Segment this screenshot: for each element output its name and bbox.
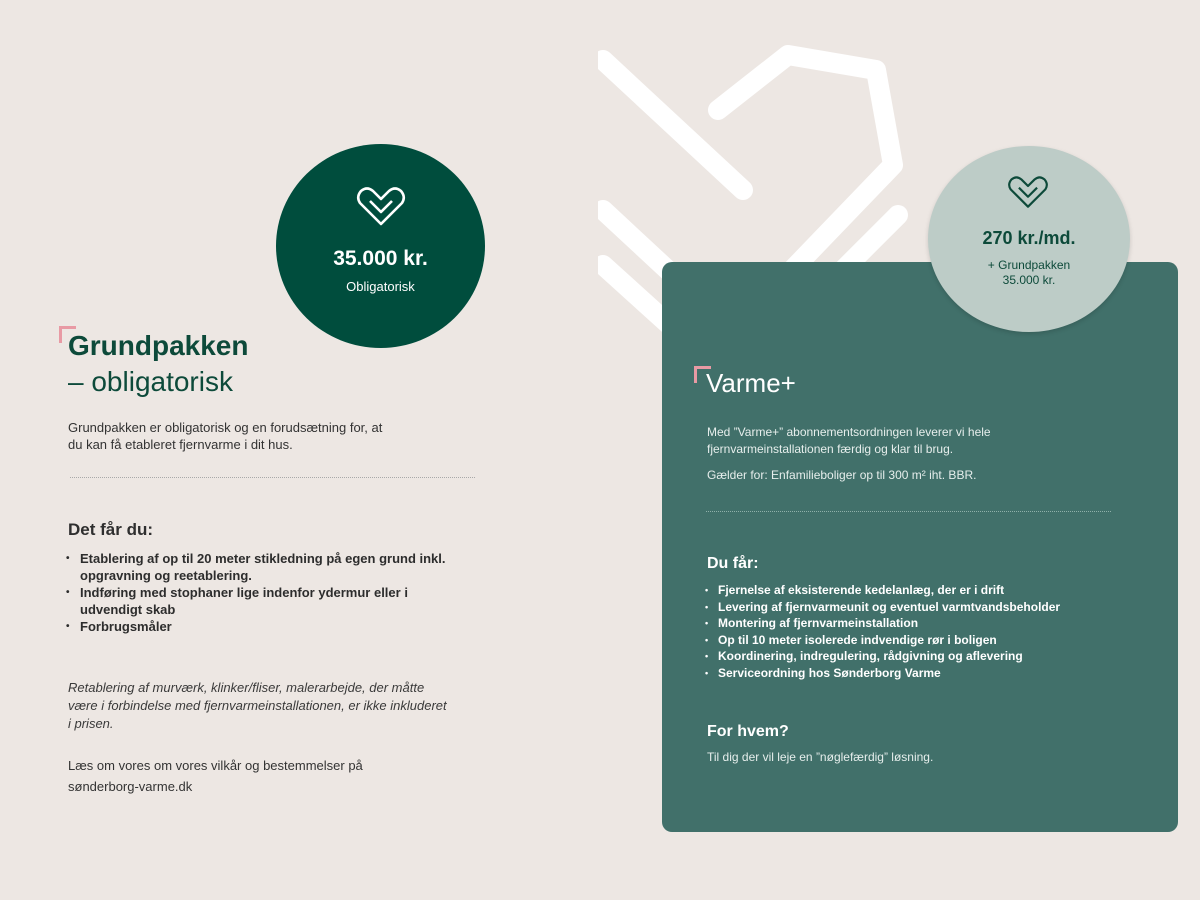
- varme-plus-intro: Med ”Varme+” abonnementsordningen leverer vi hele fjernvarmeinstallationen færdig og klar til brug.: [707, 425, 991, 456]
- grundpakken-benefits-list: [66, 550, 446, 635]
- varme-plus-title: Varme+: [706, 368, 796, 398]
- varme-plus-benefits-list: [705, 582, 1125, 681]
- varme-plus-who-text: Til dig der vil leje en ”nøglefærdig” løsning.: [707, 750, 934, 764]
- grundpakken-price-label: Obligatorisk: [346, 279, 415, 294]
- terms-link-text: Læs om vores om vores vilkår og bestemmelser på sønderborg-varme.dk: [68, 758, 363, 794]
- grundpakken-note: Retablering af murværk, klinker/fliser, malerarbejde, der måtte være i forbindelse med fjernvarmeinstallationen, er ikke inkluderet i prisen.: [68, 680, 447, 731]
- list-item: • Op til 10 meter isolerede indvendige rør i boligen: [705, 632, 1125, 649]
- list-item: • Koordinering, indregulering, rådgivning og aflevering: [705, 648, 1125, 665]
- divider: [70, 477, 475, 478]
- grundpakken-intro: Grundpakken er obligatorisk og en forudsætning for, at du kan få etableret fjernvarme i dit hus.: [68, 420, 383, 452]
- varme-plus-price: 270 kr./md.: [982, 228, 1076, 248]
- grundpakken-subtitle: – obligatorisk: [68, 366, 233, 397]
- list-item: • Etablering af op til 20 meter stikledning på egen grund inkl. opgravning og reetablering.: [66, 550, 446, 584]
- varme-plus-card: [662, 262, 1178, 832]
- divider: [706, 511, 1111, 512]
- list-item: • Levering af fjernvarmeunit og eventuel varmtvandsbeholder: [705, 599, 1125, 616]
- varme-plus-price-line2: 35.000 kr.: [1002, 273, 1056, 287]
- list-item: • Serviceordning hos Sønderborg Varme: [705, 665, 1125, 682]
- varme-plus-benefits-heading: Du får:: [707, 555, 759, 572]
- grundpakken-title: Grundpakken: [68, 330, 249, 361]
- varme-plus-who-heading: For hvem?: [707, 723, 789, 740]
- list-item: • Indføring med stophaner lige indenfor ydermur eller i udvendigt skab: [66, 584, 446, 618]
- varme-plus-price-line1: + Grundpakken: [987, 258, 1071, 272]
- list-item: • Forbrugsmåler: [66, 618, 446, 635]
- list-item: • Montering af fjernvarmeinstallation: [705, 615, 1125, 632]
- list-item: • Fjernelse af eksisterende kedelanlæg, der er i drift: [705, 582, 1125, 599]
- grundpakken-price-circle: [276, 144, 485, 348]
- heart-house-icon: [356, 182, 406, 228]
- grundpakken-benefits-heading: Det får du:: [68, 520, 153, 539]
- varme-plus-price-circle: [928, 146, 1130, 332]
- varme-plus-applies-to: Gælder for: Enfamilieboliger op til 300 m² iht. BBR.: [707, 468, 977, 482]
- grundpakken-price: 35.000 kr.: [333, 247, 428, 270]
- heart-house-icon: [1006, 172, 1050, 210]
